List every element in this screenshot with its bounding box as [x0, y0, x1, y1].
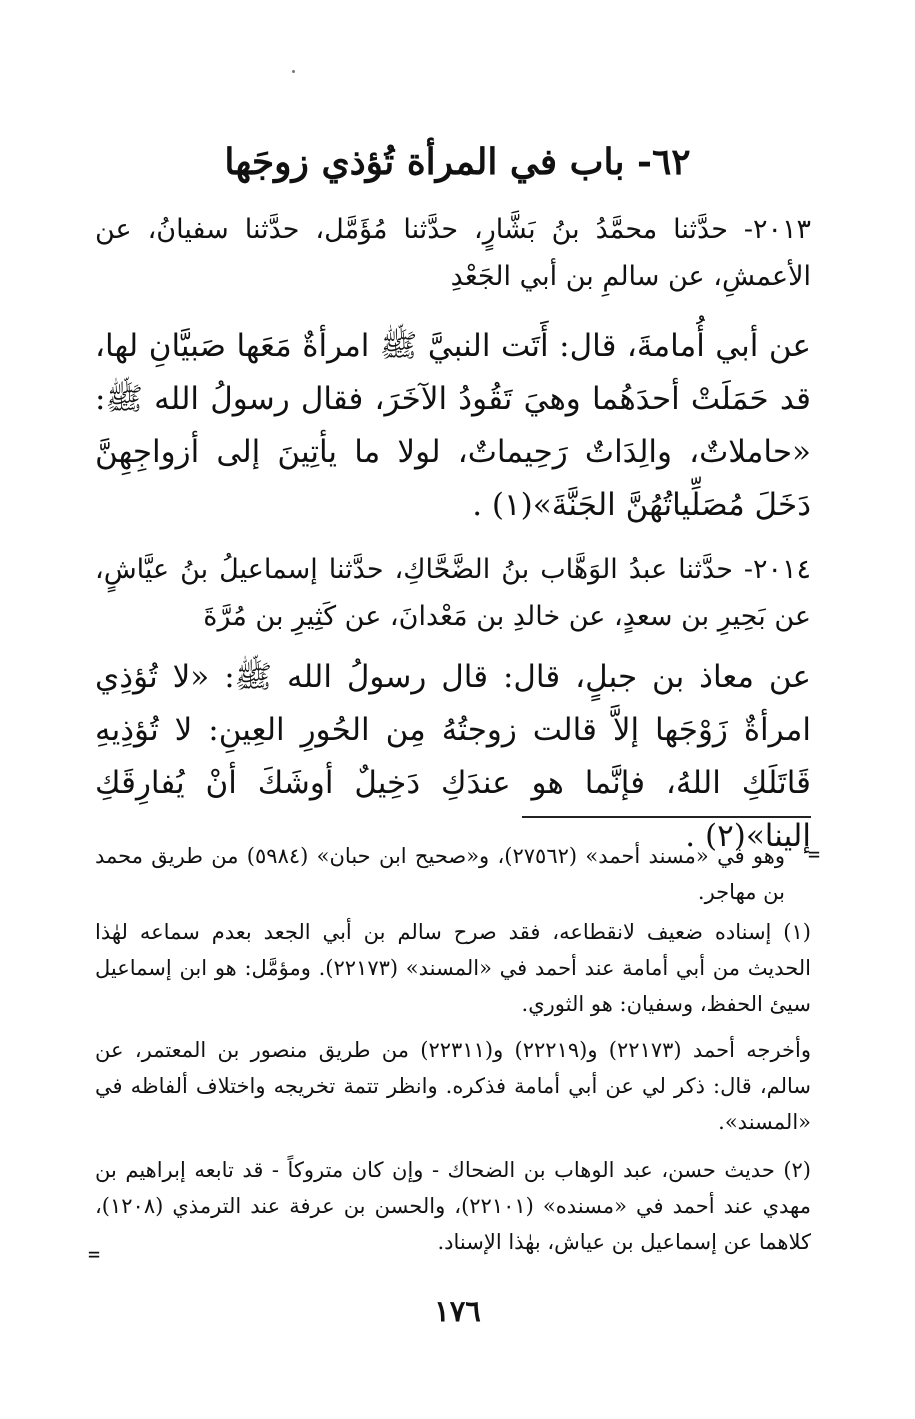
footnote-1-paragraph-2: وأخرجه أحمد (٢٢١٧٣) و(٢٢٢١٩) و(٢٢٣١١) من طريق منصور بن المعتمر، عن سالم، قال: ذكر لي عن أبي أمامة فذكره. وانظر تتمة تخريجه واختلاف ألفاظه في «المسند». — [95, 1038, 812, 1134]
chapter-title: ٦٢- باب في المرأة تُؤذي زوجَها — [224, 141, 691, 183]
hadith-2013-isnad: ٢٠١٣- حدَّثنا محمَّدُ بنُ بَشَّارٍ، حدَّثنا مُؤَمَّل، حدَّثنا سفيانُ، عن الأعمشِ، عن سالمِ بن أبي الجَعْدِ — [95, 214, 811, 292]
hadith-2014-matn: عن معاذ بن جبلٍ، قال: قال رسولُ الله ﷺ: «لا تُؤذِي امرأةٌ زَوْجَها إلاَّ قالت زوجتُهُ مِن الحُورِ العِينِ: لا تُؤذِيهِ قَاتَلَكِ اللهُ، فإنَّما هو عندَكِ دَخِيلٌ أوشَكَ أنْ يُفارِقَكِ إلينا»(٢) . — [95, 659, 811, 854]
footnote-2: (٢) حديث حسن، عبد الوهاب بن الضحاك - وإن كان متروكاً - قد تابعه إبراهيم بن مهدي عند أحمد في «مسنده» (٢٢١٠١)، والحسن بن عرفة عند الترمذي (١٢٠٨)، كلاهما عن إسماعيل بن عياش، بهٰذا الإسناد. — [95, 1158, 811, 1254]
hadith-2013-matn: عن أبي أُمامةَ، قال: أَتَت النبيَّ ﷺ امرأةٌ مَعَها صَبيَّانِ لها، قد حَمَلَتْ أحدَهُما وهيَ تَقُودُ الآخَرَ، فقال رسولُ الله ﷺ: «حاملاتٌ، والِدَاتٌ رَحِيماتٌ، لولا ما يأتِينَ إلى أزواجِهِنَّ دَخَلَ مُصَلِّياتُهُنَّ الجَنَّةَ»(١) . — [95, 328, 811, 523]
footnote-separator — [522, 816, 811, 818]
print-speck — [292, 70, 295, 73]
footnote-continuation: وهو في «مسند أحمد» (٢٧٥٦٢)، و«صحيح ابن حبان» (٥٩٨٤) من طريق محمد بن مهاجر. — [95, 844, 785, 904]
footnote-continuation-mark: = — [808, 842, 821, 866]
page-number: ١٧٦ — [434, 1294, 481, 1328]
footnote-1-paragraph-1: (١) إسناده ضعيف لانقطاعه، فقد صرح سالم بن أبي الجعد بعدم سماعه لهٰذا الحديث من أبي أمامة عند أحمد في «المسند» (٢٢١٧٣). ومؤمَّل: هو ابن إسماعيل سيئ الحفظ، وسفيان: هو الثوري. — [95, 920, 811, 1016]
footnote-end-mark: = — [88, 1242, 101, 1266]
hadith-2014-isnad: ٢٠١٤- حدَّثنا عبدُ الوَهَّاب بنُ الضَّحَّاكِ، حدَّثنا إسماعيلُ بنُ عيَّاشٍ، عن بَحِيرِ بن سعدٍ، عن خالدِ بن مَعْدانَ، عن كَثِيرِ بن مُرَّةَ — [95, 554, 811, 632]
